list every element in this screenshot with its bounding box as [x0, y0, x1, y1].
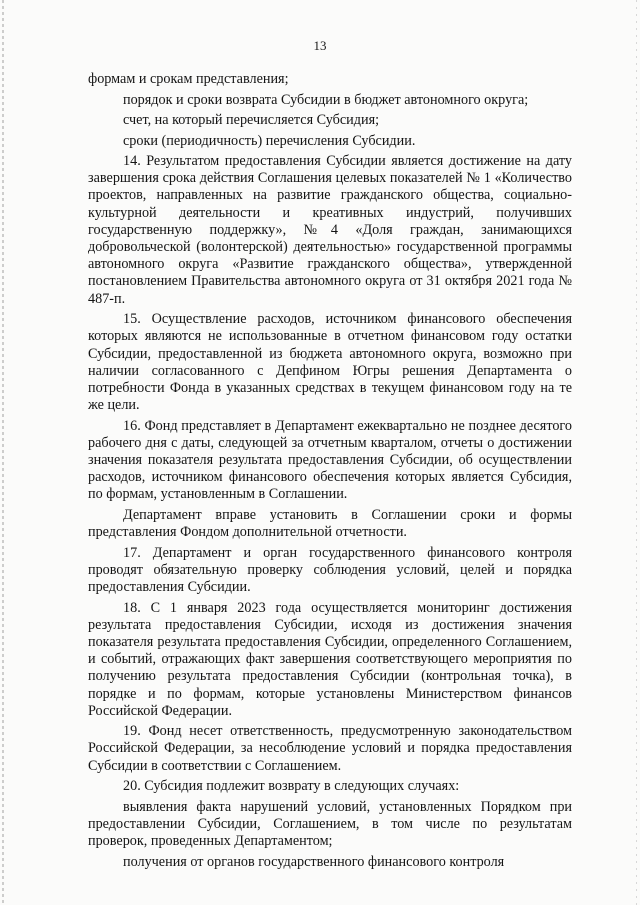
- scan-edge-left: [2, 0, 4, 905]
- paragraph-16-additional: Департамент вправе установить в Соглашении сроки и формы представления Фондом дополнительной отчетности.: [88, 506, 572, 541]
- paragraph-17: 17. Департамент и орган государственного финансового контроля проводят обязательную проверку соблюдения условий, целей и порядка предоставления Субсидии.: [88, 544, 572, 596]
- paragraph-15: 15. Осуществление расходов, источником финансового обеспечения которых являются не использованные в отчетном финансовом году остатки Субсидии, предоставленной из бюджета автономного округа, возможно при наличии согласованного с Депфином Югры решения Департамента о потребности Фонда в указанных средствах в текущем финансовом году на те же цели.: [88, 311, 572, 414]
- paragraph-16: 16. Фонд представляет в Департамент ежеквартально не позднее десятого рабочего дня с даты, следующей за отчетным кварталом, отчеты о достижении значения показателя результата предоставления Субсидии, об осуществлении расходов, источником финансового обеспечения которых является Субсидия, по формам, установленным в Соглашении.: [88, 417, 572, 503]
- paragraph-return-procedure: порядок и сроки возврата Субсидии в бюджет автономного округа;: [123, 91, 529, 108]
- paragraph-19: 19. Фонд несет ответственность, предусмотренную законодательством Российской Федерации, за несоблюдение условий и порядка предоставления Субсидии в соответствии с Соглашением.: [88, 723, 572, 774]
- paragraph-18: 18. С 1 января 2023 года осуществляется мониторинг достижения результата предоставления Субсидии, исходя из достижения значения показателя результата предоставления Субсидии, определенного Соглашением, и событий, отражающих факт завершения соответствующего мероприятия по получению результата предоставления Субсидии (контрольная точка), в порядке и по формам, которые установлены Министерством финансов Российской Федерации.: [88, 599, 572, 719]
- body-text: [88, 71, 572, 874]
- paragraph-20-case-control: получения от органов государственного финансового контроля: [123, 853, 505, 870]
- paragraph-continuation: формам и срокам представления;: [88, 71, 289, 87]
- paragraph-20-case-violations: выявления факта нарушений условий, установленных Порядком при предоставлении Субсидии, Соглашением, в том числе по результатам проверок, проведенных Департаментом;: [88, 798, 572, 850]
- paragraph-transfer-schedule: сроки (периодичность) перечисления Субсидии.: [123, 132, 416, 149]
- scan-edge-right: [636, 0, 637, 905]
- paragraph-account: счет, на который перечисляется Субсидия;: [123, 112, 380, 128]
- page-number: 13: [313, 38, 327, 53]
- paragraph-14: 14. Результатом предоставления Субсидии является достижение на дату завершения срока действия Соглашения целевых показателей № 1 «Количество проектов, направленных на развитие гражданского общества, социально-культурной деятельности и креативных индустрий, получивших государственную поддержку», №4 «Доля граждан, занимающихся добровольческой (волонтерской) деятельностью» государственной программы автономного округа «Развитие гражданского общества», утвержденной постановлением Правительства автономного округа от 31 октября 2021 года № 487-п.: [88, 153, 572, 307]
- paragraph-20: 20. Субсидия подлежит возврату в следующих случаях:: [123, 778, 460, 795]
